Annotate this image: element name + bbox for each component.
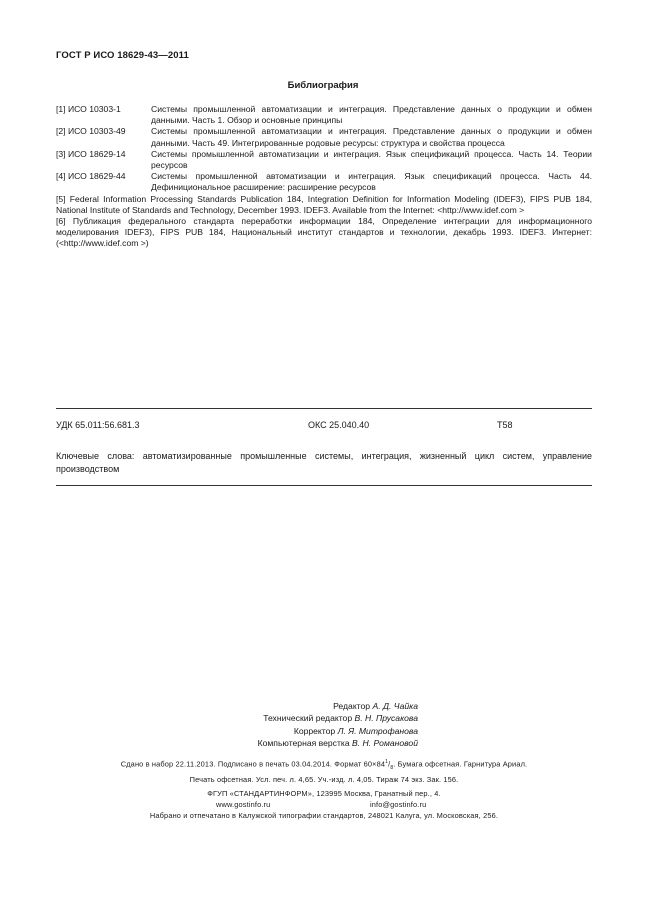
entry-text: Системы промышленной автоматизации и интеграция. Язык спецификаций процесса. Часть 14. Теории ресурсов — [151, 148, 592, 171]
publisher-website: www.gostinfo.ru — [216, 800, 271, 809]
entry-text: Системы промышленной автоматизации и интеграция. Язык спецификаций процесса. Часть 44. Дефинициональное расширение: расширение ресурсов — [151, 171, 592, 193]
publisher-email: info@gostinfo.ru — [370, 800, 427, 809]
publisher-info — [56, 788, 592, 821]
classification-row — [56, 420, 592, 432]
print-info-line: Сдано в набор 22.11.2013. Подписано в печать 03.04.2014. Формат $60\times 84^1/_8$. Бумага офсетная. Гарнитура Ариал. — [120, 759, 528, 771]
bibliography-entry — [56, 171, 592, 193]
oks-code: ОКС 25.040.40 — [308, 420, 370, 430]
print-info-text: Сдано в набор 22.11.2013. Подписано в печать 03.04.2014. Формат 60×84 — [120, 759, 386, 769]
print-info-text: . Бумага офсетная. Гарнитура Ариал. — [393, 759, 528, 769]
credit-name: В. Н. Романовой — [352, 738, 418, 749]
classification-code: Т58 — [497, 420, 513, 430]
print-info — [56, 757, 592, 785]
bibliography-entry: [5] Federal Information Processing Standards Publication 184, Integration Definition for Information Modeling (IDEF3), FIPS PUB 184, National Institute of Standards and Technology, December 1993. IDEF3. Available from the Internet: <http://www.idef.com > — [56, 193, 592, 215]
credit-name: В. Н. Прусакова — [354, 713, 418, 724]
keywords: Ключевые слова: автоматизированные промышленные системы, интеграция, жизненный цикл систем, управление производством — [56, 451, 592, 474]
publisher-address: ФГУП «СТАНДАРТИНФОРМ», 123995 Москва, Гранатный пер., 4. — [207, 789, 441, 798]
credit-line — [200, 700, 418, 712]
entry-code: [4] ИСО 18629-44 — [56, 171, 126, 182]
publisher-contacts — [56, 799, 592, 810]
format-subscript: 8 — [390, 764, 394, 771]
credit-name: Л. Я. Митрофанова — [337, 725, 418, 736]
entry-text: Системы промышленной автоматизации и интеграция. Представление данных о продукции и обмен данными. Часть 49. Интегрированные родовые ресурсы: структура и свойства процесса — [151, 126, 592, 148]
entry-code: [2] ИСО 10303-49 — [56, 126, 126, 137]
credit-line — [200, 725, 418, 737]
entry-code: [3] ИСО 18629-14 — [56, 148, 126, 159]
bibliography-title: Библиография — [287, 80, 359, 91]
credit-role: Технический редактор — [263, 713, 353, 724]
bibliography-entry — [56, 104, 592, 126]
printer-info: Набрано и отпечатано в Калужской типографии стандартов, 248021 Калуга, ул. Московская, 256. — [149, 811, 499, 820]
credit-name: А. Д. Чайка — [372, 701, 418, 711]
bibliography-entry: [6] Публикация федерального стандарта переработки информации 184, Определение интеграции для информационного моделирования IDEF3), FIPS PUB 184, Национальный институт стандартов и технологии, декабрь 1993. IDEF3. Интернет: (<http://www.idef.com >) — [56, 216, 592, 249]
credit-line — [200, 712, 418, 724]
print-info-line: Печать офсетная. Усл. печ. л. 4,65. Уч.-изд. л. 4,05. Тираж 74 экз. Зак. 156. — [189, 774, 459, 784]
divider-top — [56, 408, 592, 409]
credits — [200, 700, 418, 750]
credit-line — [200, 737, 418, 749]
divider-bottom — [56, 485, 592, 486]
bibliography-entry — [56, 126, 592, 148]
bibliography-entry — [56, 149, 592, 171]
entry-code: [1] ИСО 10303-1 — [56, 104, 121, 114]
format-superscript: 1 — [385, 759, 389, 765]
standard-code: ГОСТ Р ИСО 18629-43—2011 — [56, 50, 189, 61]
credit-role: Редактор — [333, 701, 371, 711]
entry-text: Системы промышленной автоматизации и интеграция. Представление данных о продукции и обмен данными. Часть 1. Обзор и основные принципы — [151, 104, 592, 126]
bibliography-list — [56, 104, 592, 250]
credit-role: Компьютерная верстка — [257, 738, 350, 749]
udk-code: УДК 65.011:56.681.3 — [56, 420, 140, 430]
credit-role: Корректор — [293, 725, 336, 736]
